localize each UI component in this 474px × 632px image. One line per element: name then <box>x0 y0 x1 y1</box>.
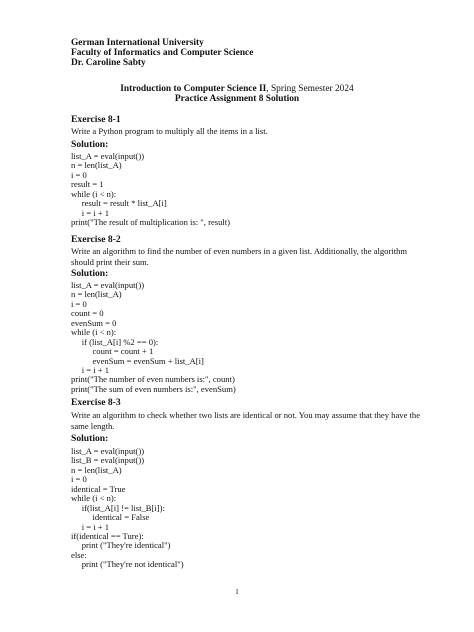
code-line: i = i + 1 <box>71 521 110 532</box>
code-line: n = len(list_A) <box>71 464 122 475</box>
exercise-3-code <box>71 447 184 570</box>
semester-text: , Spring Semester 2024 <box>266 84 354 94</box>
code-line: while (i < n): <box>71 493 117 504</box>
code-line: else: <box>71 549 87 560</box>
exercise-1-heading: Exercise 8-1 <box>71 114 121 125</box>
code-line: print ("They're identical") <box>71 540 171 551</box>
exercise-3-task: Write an algorithm to check whether two lists are identical or not. You may assume that they have the same length. <box>71 410 421 431</box>
exercise-2-solution-label: Solution: <box>71 268 109 279</box>
code-line: count = count + 1 <box>71 346 154 357</box>
instructor-name: Dr. Caroline Sabty <box>71 58 146 68</box>
code-line: print("The result of multiplication is: ", result) <box>71 217 231 228</box>
university-name: German International University <box>71 38 204 48</box>
code-line: list_A = eval(input()) <box>71 280 145 290</box>
page-number: 1 <box>235 587 239 596</box>
code-line: i = 0 <box>71 298 87 309</box>
code-line: evenSum = evenSum + list_A[i] <box>71 355 204 366</box>
course-name: Introduction to Computer Science II <box>120 84 267 94</box>
faculty-name: Faculty of Informatics and Computer Science <box>71 48 254 58</box>
code-line: result = 1 <box>71 179 104 190</box>
code-line: print("The sum of even numbers is:", evenSum) <box>71 383 236 394</box>
code-line: if(identical == Ture): <box>71 530 144 541</box>
code-line: if (list_A[i] %2 == 0): <box>71 336 159 347</box>
code-line: i = i + 1 <box>71 364 110 375</box>
exercise-2-code <box>71 281 236 394</box>
exercise-2-task: Write an algorithm to find the number of even numbers in a given list. Additionally, the algorithm should print their sum. <box>71 246 408 267</box>
exercise-3-solution-label: Solution: <box>71 433 109 444</box>
exercise-1-solution-label: Solution: <box>71 139 109 150</box>
code-line: result = result * list_A[i] <box>71 198 167 209</box>
assignment-title: Practice Assignment 8 Solution <box>174 94 300 104</box>
code-line: list_A = eval(input()) <box>71 446 145 456</box>
code-line: if(list_A[i] != list_B[i]): <box>71 502 165 513</box>
code-line: identical = True <box>71 483 126 494</box>
code-line: print ("They're not identical") <box>71 559 184 570</box>
code-line: i = 0 <box>71 474 87 485</box>
code-line: n = len(list_A) <box>71 160 122 171</box>
code-line: list_B = eval(input()) <box>71 455 145 466</box>
exercise-2-heading: Exercise 8-2 <box>71 234 121 245</box>
code-line: evenSum = 0 <box>71 317 117 328</box>
exercise-3-heading: Exercise 8-3 <box>71 397 121 408</box>
code-line: n = len(list_A) <box>71 289 122 300</box>
code-line: count = 0 <box>71 308 104 319</box>
exercise-1-code <box>71 152 230 228</box>
code-line: print("The number of even numbers is:", count) <box>71 374 235 385</box>
code-line: list_A = eval(input()) <box>71 151 145 161</box>
code-line: identical = False <box>71 512 150 523</box>
code-line: while (i < n): <box>71 188 117 199</box>
code-line: while (i < n): <box>71 327 117 338</box>
code-line: i = i + 1 <box>71 207 110 218</box>
code-line: i = 0 <box>71 169 87 180</box>
exercise-1-task: Write a Python program to multiply all the items in a list. <box>71 126 268 136</box>
